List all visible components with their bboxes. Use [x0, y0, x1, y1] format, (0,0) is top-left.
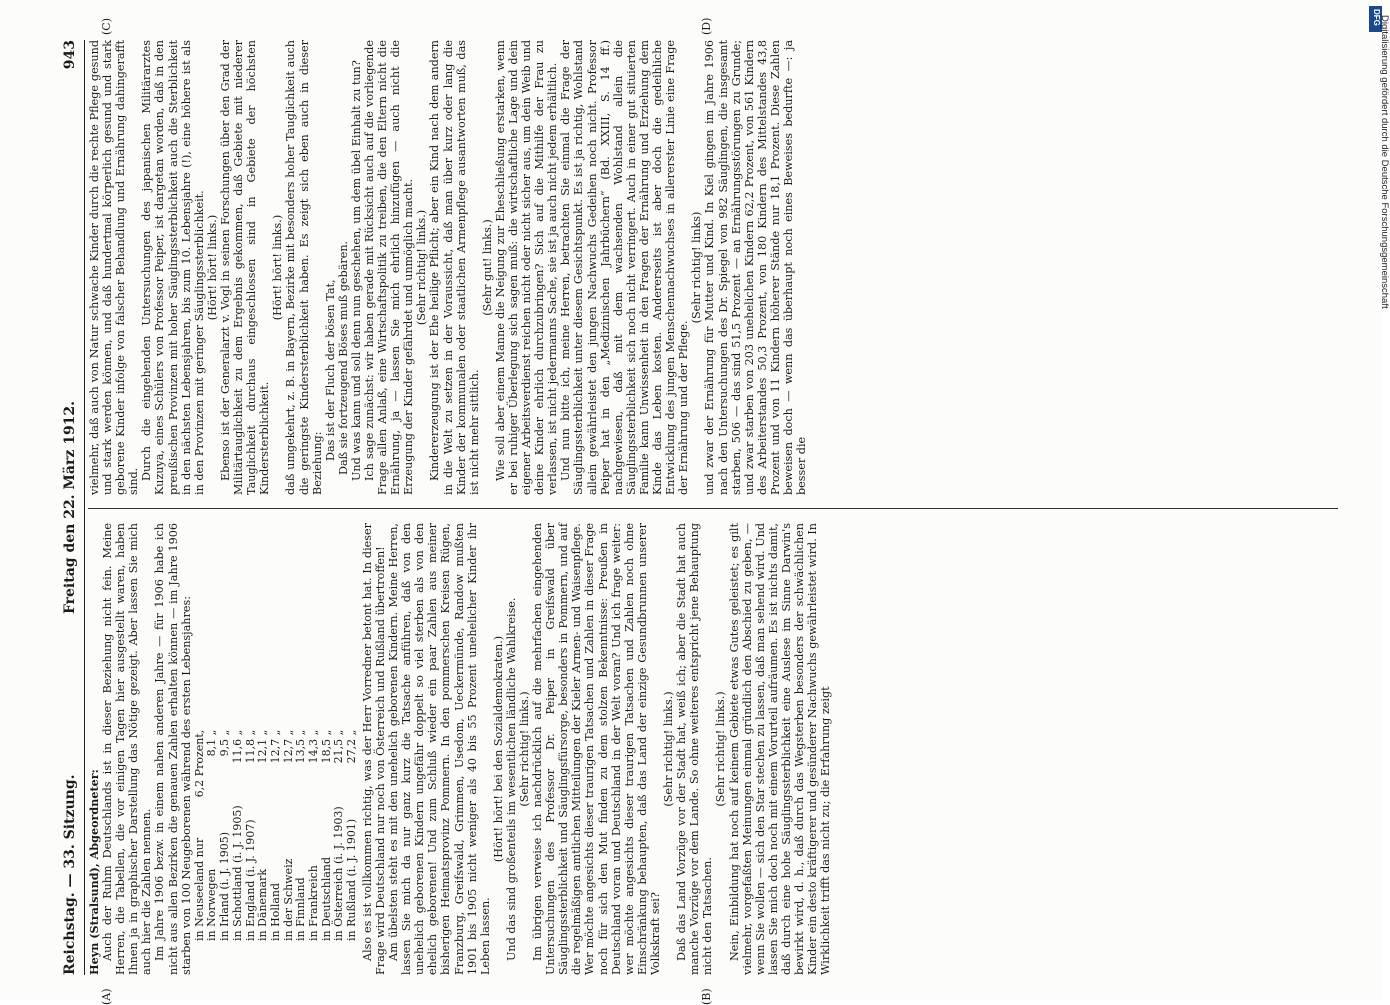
rate-cell: 13,5 „	[294, 729, 308, 764]
paragraph: Auch der Ruhm Deutschlands ist in dieser Beziehung nicht fein. Meine Herren, die Tabellen, die vor einigen Tagen hier ausgestellt waren, haben Ihnen ja in graphischer Darstellung das Nötige gezeigt. Aber lassen Sie mich auch hier die Zahlen nennen.	[101, 523, 154, 975]
rate-cell: 12,7 „	[268, 729, 282, 764]
rate-cell: 12,1 „	[256, 729, 270, 764]
paragraph: Ebenso ist der Generalarzt v. Vogl in seinen Forschungen über den Grad der Militärtauglichkeit zu dem Ergebnis gekommen, daß Gebiete mit niederer Tauglichkeit durchaus eingeschlossen sind in Gebiete der höchsten Kindersterblichkeit.	[218, 40, 272, 495]
margin-mark-b: (B)	[700, 988, 713, 1005]
paragraph: Am übelsten steht es mit den unehelich geborenen Kindern. Meine Herren, lassen Sie mich da nur ganz kurz die Tatsache anführen, daß von den unehelich geborenen Kindern ungefähr doppelt so viel sterben als von den ehelich geborenen! Und zum Schluß wieder ein paar Zahlen aus meiner bisherigen Heimatsprovinz Pommern. In den pommerschen Kreisen Rügen, Franzburg, Greifswald, Grimmen, Usedom, Ueckermünde, Randow mußten 1901 bis 1905 nicht weniger als 40 bis 55 Prozent unehelicher Kinder ihr Leben lassen.	[387, 523, 492, 975]
speaker-line: Heyn (Stralsund), Abgeordneter:	[87, 769, 101, 975]
rate-cell: 21,5 „	[332, 729, 346, 764]
country-cell: in Österreich (i. J. 1903)	[332, 806, 346, 941]
rate-cell: 6,2 Prozent,	[192, 729, 206, 798]
table-row	[308, 726, 321, 945]
table-row	[270, 726, 283, 945]
country-cell: in Schottland (i. J. 1905)	[230, 805, 244, 941]
paragraph: daß umgekehrt, z. B. in Bayern, Bezirke mit besonders hoher Tauglichkeit auch die geringste Kindersterblichkeit haben. Es zeigt sich eben auch in dieser Beziehung:	[284, 40, 324, 495]
country-cell: in Holland	[268, 882, 282, 941]
paragraph: Und nun bitte ich, meine Herren, betrachten Sie einmal die Frage der Säuglingssterblichkeit unter diesem Gesichtspunkt. Es ist ja richtig, Wohlstand allein gewährleistet den jungen Nachwuchs Gedeihen noch nicht. Professor Peiper hat in den „Medizinischen Jahrbüchern“ (Bd. XXIII, S. 14 ff.) nachgewiesen, daß mit dem wachsenden Wohlstand allein die Säuglingssterblichkeit sich noch nicht verringert. Auch in einer gut situierten Familie kann Unwissenheit in den Fragen der Ernährung und Erziehung dem Kinde das Leben kosten. Andererseits ist aber doch die gedeihliche Entwicklung des jungen Menschennachwuchses in allererster Linie eine Frage der Ernährung und der Pflege.	[559, 40, 691, 495]
table-row	[219, 726, 232, 945]
interjection: (Hört! hört! bei den Sozialdemokraten.)	[491, 635, 505, 863]
paragraph: Daß das Land Vorzüge vor der Stadt hat, weiß ich; aber die Stadt hat auch manche Vorzüge vor dem Lande. So ohne weiteres entspricht jene Behauptung nicht den Tatsachen.	[675, 523, 715, 975]
paragraph: Nein, Einbildung hat noch auf keinem Gebiete etwas Gutes geleistet; es gilt vielmehr, vorgefaßten Meinungen einmal gründlich den Abschied zu geben, — wenn Sie wollen — sich den Star stechen zu lassen, daß man sehend wird. Und lassen Sie mich doch noch mit einem Vorurteil aufräumen. Es ist nichts damit, daß durch eine hohe Säuglingssterblichkeit eine Auslese im Sinne Darwin's bewirkt wird, d. h., daß durch das Wegsterben besonders der schwächlichen Kinder ein desto kräftigerer und gesünderer Nachwuchs gewährleistet wird. In Wirklichkeit trifft das nicht zu; die Erfahrung zeigt	[727, 523, 833, 975]
paragraph: Ich sage zunächst: wir haben gerade mit Rücksicht auch auf die vorliegende Frage allen Anlaß, eine Wirtschaftspolitik zu treiben, die den Eltern nicht die Ernährung, ja — lassen Sie mich ehrlich hinzufügen — auch nicht die Erzeugung der Kinder gefährdet und unmöglich macht.	[362, 40, 416, 495]
quote: Das ist der Fluch der bösen Tat, Daß sie fortzeugend Böses muß gebären.	[323, 240, 350, 475]
table-row	[346, 726, 359, 945]
country-cell: in Deutschland	[319, 856, 333, 941]
rate-cell: 14,3 „	[307, 729, 321, 764]
interjection: (Sehr richtig! links.)	[662, 691, 676, 807]
dfg-logo: DFG	[1369, 6, 1382, 32]
paragraph: Und was kann und soll denn nun geschehen, um dem übel Einhalt zu tun?	[349, 60, 363, 481]
paragraph: vielmehr, daß auch von Natur schwache Kinder durch die rechte Pflege gesund und stark werden können, und daß hundertmal körperlich gesund und stark geborene Kinder infolge von falscher Behandlung und Ernährung dahingerafft sind.	[88, 40, 141, 495]
paragraph: Durch die eingehenden Untersuchungen des japanischen Militärarztes Kuzuya, eines Schülers von Professor Peiper, ist dargetan worden, daß in den preußischen Provinzen mit hoher Säuglingssterblichkeit auch die Sterblichkeit in den nächsten Lebensjahren, bis zum 10. Lebensjahre (!), eine höhere ist als in den Provinzen mit geringer Säuglingssterblichkeit.	[140, 40, 206, 495]
paragraph: Im Jahre 1906 bezw. in einem nahen anderen Jahre — für 1906 habe ich nicht aus allen Bezirken die genauen Zahlen erhalten können — im Jahre 1906 starben von 100 Neugeborenen während des ersten Lebensjahres:	[153, 523, 193, 975]
rate-cell: 8,1 „	[205, 729, 219, 757]
mortality-table	[194, 726, 359, 945]
page-header	[60, 40, 82, 975]
interjection: (Hört! hört! links.)	[271, 214, 285, 321]
margin-mark-c: (C)	[100, 18, 113, 35]
country-cell: in der Schweiz	[281, 858, 295, 941]
margin-mark-a: (A)	[100, 988, 113, 1005]
funding-note: Digitalisierung gefördert durch die Deutsche Forschungsgemeinschaft	[1379, 15, 1390, 309]
rate-cell: 9,5 „	[218, 729, 232, 757]
column-left	[88, 523, 832, 975]
country-cell: in Frankreich	[307, 865, 321, 941]
interjection: (Hört! hört! links.)	[205, 214, 219, 321]
country-cell: in Rußland (i. J. 1901)	[345, 818, 359, 941]
paragraph: und zwar der Ernährung für Mutter und Kind. In Kiel gingen im Jahre 1906 nach den Untersuchungen des Dr. Spiegel von 982 Säuglingen, die insgesamt starben, 506 — das sind 51,5 Prozent — an Ernährungsstörungen zu Grunde; und zwar starben von 203 unehelichen Kindern 62,2 Prozent, von 561 Kindern des Arbeiterstandes 50,3 Prozent, von 180 Kindern des Mittelstandes 43,8 Prozent und von 11 Kindern höherer Stände nur 18,1 Prozent. Diese Zahlen beweisen doch — wenn das überhaupt noch eines Beweises bedurfte —: ja besser die	[703, 40, 809, 495]
header-rule	[84, 40, 85, 975]
page-number: 943	[62, 40, 78, 70]
paragraph: Im übrigen verweise ich nachdrücklich auf die mehrfachen eingehenden Untersuchungen des Professor Dr. Peiper in Greifswald über Säuglingssterblichkeit und Säuglingsfürsorge, besonders in Pommern, und auf die regelmäßigen amtlichen Mitteilungen der Kieler Armen- und Waisenpflege. Wer möchte angesichts dieser traurigen Tatsachen und Zahlen in dieser Frage noch für sich den Mut finden zu dem stolzen Bekenntnisse: Preußen in Deutschland voran und Deutschland in der Welt voran? Und ich frage weiter: wer möchte angesichts dieser traurigen Tatsachen und Zahlen noch ohne Einschränkung behaupten, daß das Land der einzige Gesundbrunnen unserer Volkskraft sei?	[531, 523, 662, 975]
column-divider	[88, 508, 1338, 509]
country-cell: in England (i. J. 1907)	[243, 819, 257, 941]
header-center: Freitag den 22. März 1912.	[62, 400, 78, 615]
rate-cell: 27,2 „	[345, 729, 359, 764]
rate-cell: 12,7 „	[281, 729, 295, 764]
paragraph: Und das sind großenteils im wesentlichen ländliche Wahlkreise.	[504, 597, 518, 961]
table-row	[232, 726, 245, 945]
rotated-page-content	[60, 17, 1345, 1005]
margin-mark-d: (D)	[700, 17, 713, 35]
interjection: (Sehr richtig! links.)	[714, 691, 728, 807]
country-cell: in Dänemark	[256, 869, 270, 941]
rate-cell: 18,5 „	[319, 729, 333, 764]
rate-cell: 11,8 „	[243, 729, 257, 764]
interjection: (Sehr richtig! links)	[690, 211, 704, 324]
paragraph: Wie soll aber einem Manne die Neigung zur Eheschließung erstarken, wenn er bei ruhiger Überlegung sich sagen muß: die wirtschaftliche Lage und dein eigener Arbeitsverdienst reichen nicht oder nicht sicher aus, um dein Weib und deine Kinder ehrlich durchzubringen? Sich auf die Mithilfe der Frau zu verlassen, ist nicht jedermanns Sache, sie ist ja auch nicht jedem erhältlich.	[493, 40, 560, 495]
interjection: (Sehr richtig! links.)	[518, 691, 532, 807]
paragraph: Also es ist vollkommen richtig, was der Herr Vorredner betont hat. In dieser Frage wird Deutschland nur noch von Österreich und Rußland übertroffen!	[360, 523, 387, 975]
country-cell: in Norwegen	[205, 868, 219, 941]
country-cell: in Neuseeland nur	[192, 837, 206, 941]
rate-cell: 11,6 „	[230, 729, 244, 764]
paragraph: Kindererzeugung ist der Ehe heilige Pflicht; aber ein Kind nach dem andern in die Welt zu setzen in der Voraussicht, daß man über kurz oder lang die Kinder der kommunalen oder staatlichen Armenpflege ausantworten muß, das ist nicht mehr sittlich.	[428, 40, 481, 495]
interjection: (Sehr gut! links.)	[480, 219, 494, 316]
country-cell: in Irland (i. J. 1905)	[218, 831, 232, 941]
country-cell: in Finnland	[294, 877, 308, 941]
column-right	[88, 40, 808, 495]
header-left: Reichstag. — 33. Sitzung.	[62, 774, 78, 975]
interjection: (Sehr richtig! links.)	[415, 209, 429, 326]
